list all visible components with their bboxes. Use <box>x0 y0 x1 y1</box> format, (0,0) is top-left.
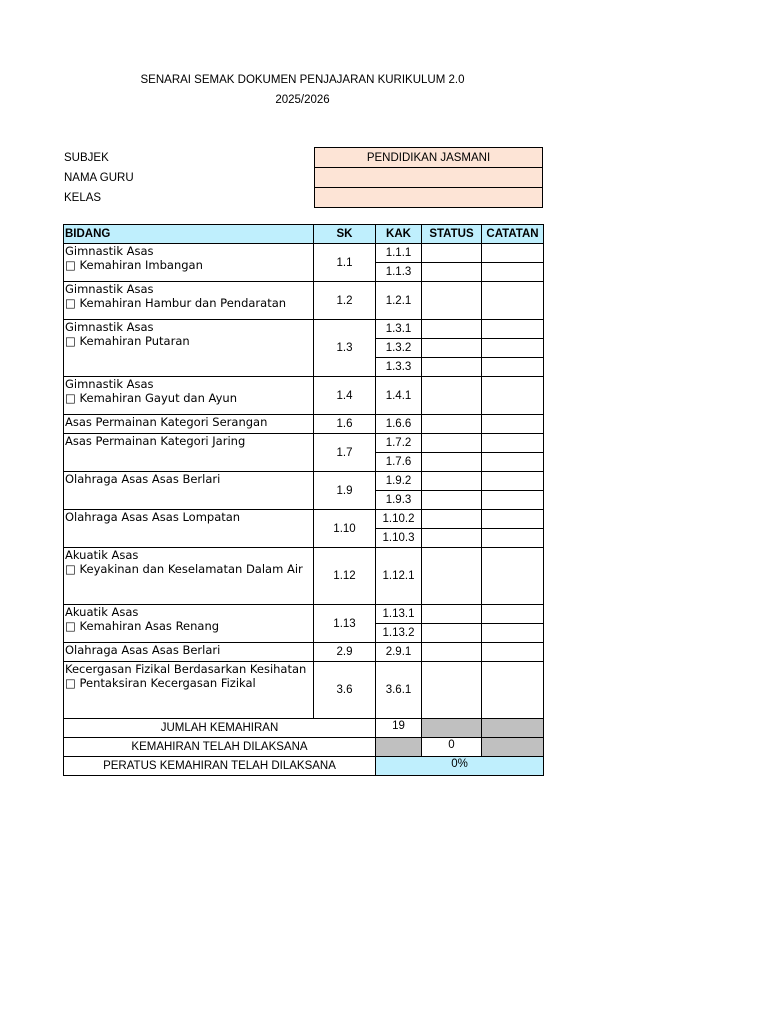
catatan-cell[interactable] <box>482 377 544 415</box>
bidang-text: Akuatik Asas <box>65 548 139 562</box>
catatan-cell[interactable] <box>482 244 544 263</box>
status-cell[interactable] <box>422 377 482 415</box>
header-status: STATUS <box>422 225 482 244</box>
status-cell[interactable] <box>422 605 482 624</box>
table-row <box>64 434 544 453</box>
kak-cell: 1.1.3 <box>376 263 422 282</box>
sk-cell: 1.3 <box>314 320 376 377</box>
bidang-cell <box>64 282 314 320</box>
jumlah-kemahiran-label: JUMLAH KEMAHIRAN <box>64 719 376 738</box>
kak-cell: 1.4.1 <box>376 377 422 415</box>
bidang-text: Olahraga Asas Asas Berlari <box>65 643 221 657</box>
kelas-field[interactable] <box>315 188 543 208</box>
grey-cell <box>482 738 544 757</box>
status-cell[interactable] <box>422 244 482 263</box>
kak-cell: 1.13.1 <box>376 605 422 624</box>
bidang-cell <box>64 643 314 662</box>
status-cell[interactable] <box>422 662 482 719</box>
sk-cell: 1.7 <box>314 434 376 472</box>
bidang-cell <box>64 605 314 643</box>
header-kak: KAK <box>376 225 422 244</box>
table-row <box>64 510 544 529</box>
bidang-cell <box>64 320 314 377</box>
table-row <box>64 415 544 434</box>
nama-guru-label: NAMA GURU <box>64 171 134 184</box>
grey-cell <box>376 738 422 757</box>
kak-cell: 1.3.1 <box>376 320 422 339</box>
checklist-table <box>63 224 544 776</box>
kak-cell: 1.12.1 <box>376 548 422 605</box>
peratus-kemahiran-value: 0% <box>376 757 544 776</box>
status-cell[interactable] <box>422 339 482 358</box>
bidang-text: □ Kemahiran Hambur dan Pendaratan <box>65 296 287 310</box>
sk-cell: 1.1 <box>314 244 376 282</box>
status-cell[interactable] <box>422 643 482 662</box>
bidang-cell <box>64 472 314 510</box>
catatan-cell[interactable] <box>482 510 544 529</box>
kak-cell: 1.3.3 <box>376 358 422 377</box>
kak-cell: 1.3.2 <box>376 339 422 358</box>
jumlah-kemahiran-value: 19 <box>376 719 422 738</box>
table-row <box>64 244 544 263</box>
status-cell[interactable] <box>422 624 482 643</box>
checklist-body <box>64 244 544 719</box>
catatan-cell[interactable] <box>482 548 544 605</box>
table-row <box>64 320 544 339</box>
sk-cell: 1.10 <box>314 510 376 548</box>
kak-cell: 1.2.1 <box>376 282 422 320</box>
bidang-text: Olahraga Asas Asas Berlari <box>65 472 221 486</box>
status-cell[interactable] <box>422 453 482 472</box>
summary-body <box>64 719 544 776</box>
status-cell[interactable] <box>422 434 482 453</box>
catatan-cell[interactable] <box>482 358 544 377</box>
catatan-cell[interactable] <box>482 643 544 662</box>
catatan-cell[interactable] <box>482 282 544 320</box>
bidang-text: Asas Permainan Kategori Jaring <box>65 434 246 448</box>
sk-cell: 1.12 <box>314 548 376 605</box>
bidang-text: Kecergasan Fizikal Berdasarkan Kesihatan <box>65 662 307 676</box>
kak-cell: 1.6.6 <box>376 415 422 434</box>
grey-cell <box>482 719 544 738</box>
sk-cell: 1.4 <box>314 377 376 415</box>
status-cell[interactable] <box>422 472 482 491</box>
bidang-text: Akuatik Asas <box>65 605 139 619</box>
kak-cell: 1.13.2 <box>376 624 422 643</box>
subjek-label: SUBJEK <box>64 151 109 164</box>
sk-cell: 1.13 <box>314 605 376 643</box>
status-cell[interactable] <box>422 491 482 510</box>
bidang-text: □ Kemahiran Imbangan <box>65 258 203 272</box>
table-row <box>64 282 544 320</box>
status-cell[interactable] <box>422 510 482 529</box>
table-row <box>64 377 544 415</box>
status-cell[interactable] <box>422 263 482 282</box>
table-row <box>64 662 544 719</box>
table-row <box>64 643 544 662</box>
catatan-cell[interactable] <box>482 491 544 510</box>
nama-guru-field[interactable] <box>315 168 543 188</box>
kak-cell: 1.7.6 <box>376 453 422 472</box>
kak-cell: 1.10.3 <box>376 529 422 548</box>
bidang-cell <box>64 377 314 415</box>
info-table <box>63 147 543 208</box>
bidang-text: Gimnastik Asas <box>65 244 154 258</box>
sk-cell: 1.2 <box>314 282 376 320</box>
subjek-field[interactable]: PENDIDIKAN JASMANI <box>315 148 543 168</box>
catatan-cell[interactable] <box>482 320 544 339</box>
catatan-cell[interactable] <box>482 472 544 491</box>
kak-cell: 3.6.1 <box>376 662 422 719</box>
bidang-text: Olahraga Asas Asas Lompatan <box>65 510 241 524</box>
catatan-cell[interactable] <box>482 529 544 548</box>
kemahiran-dilaksana-label: KEMAHIRAN TELAH DILAKSANA <box>64 738 376 757</box>
catatan-cell[interactable] <box>482 605 544 624</box>
catatan-cell[interactable] <box>482 415 544 434</box>
bidang-text: Gimnastik Asas <box>65 320 154 334</box>
sk-cell: 1.9 <box>314 472 376 510</box>
table-row <box>64 605 544 624</box>
catatan-cell[interactable] <box>482 434 544 453</box>
sk-cell: 2.9 <box>314 643 376 662</box>
status-cell[interactable] <box>422 358 482 377</box>
grey-cell <box>422 719 482 738</box>
kak-cell: 1.7.2 <box>376 434 422 453</box>
catatan-cell[interactable] <box>482 624 544 643</box>
sk-cell: 3.6 <box>314 662 376 719</box>
header-catatan: CATATAN <box>482 225 544 244</box>
kemahiran-dilaksana-value: 0 <box>422 738 482 757</box>
status-cell[interactable] <box>422 282 482 320</box>
kak-cell: 2.9.1 <box>376 643 422 662</box>
catatan-cell[interactable] <box>482 453 544 472</box>
bidang-text: □ Kemahiran Gayut dan Ayun <box>65 391 237 405</box>
document-title: SENARAI SEMAK DOKUMEN PENJAJARAN KURIKULUM 2.0 <box>140 74 465 86</box>
bidang-cell <box>64 434 314 472</box>
bidang-text: Gimnastik Asas <box>65 282 154 296</box>
bidang-cell <box>64 415 314 434</box>
bidang-text: □ Keyakinan dan Keselamatan Dalam Air <box>65 562 303 576</box>
table-row <box>64 548 544 605</box>
bidang-text: □ Kemahiran Asas Renang <box>65 619 220 633</box>
bidang-cell <box>64 548 314 605</box>
document-year: 2025/2026 <box>275 94 330 106</box>
bidang-cell <box>64 510 314 548</box>
header-bidang: BIDANG <box>64 225 314 244</box>
bidang-text: Asas Permainan Kategori Serangan <box>65 415 268 429</box>
status-cell[interactable] <box>422 529 482 548</box>
kak-cell: 1.10.2 <box>376 510 422 529</box>
status-cell[interactable] <box>422 320 482 339</box>
bidang-text: □ Kemahiran Putaran <box>65 334 190 348</box>
bidang-text: Gimnastik Asas <box>65 377 154 391</box>
kak-cell: 1.9.3 <box>376 491 422 510</box>
catatan-cell[interactable] <box>482 339 544 358</box>
bidang-cell <box>64 244 314 282</box>
kelas-label: KELAS <box>64 191 102 204</box>
sk-cell: 1.6 <box>314 415 376 434</box>
kak-cell: 1.9.2 <box>376 472 422 491</box>
status-cell[interactable] <box>422 548 482 605</box>
table-row <box>64 472 544 491</box>
status-cell[interactable] <box>422 415 482 434</box>
catatan-cell[interactable] <box>482 263 544 282</box>
bidang-cell <box>64 662 314 719</box>
bidang-text: □ Pentaksiran Kecergasan Fizikal <box>65 676 256 690</box>
kak-cell: 1.1.1 <box>376 244 422 263</box>
peratus-kemahiran-label: PERATUS KEMAHIRAN TELAH DILAKSANA <box>64 757 376 776</box>
header-sk: SK <box>314 225 376 244</box>
catatan-cell[interactable] <box>482 662 544 719</box>
